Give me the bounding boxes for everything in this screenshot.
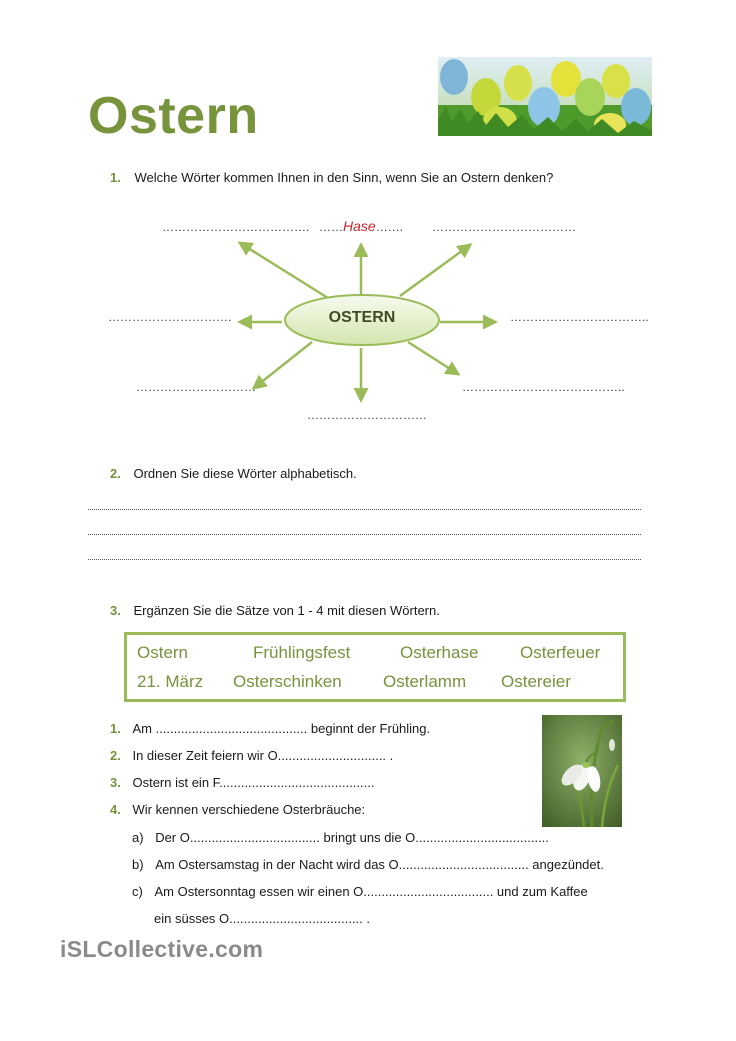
word-item: Osterfeuer (520, 643, 601, 662)
snowdrop-image (542, 715, 622, 827)
sub-item-continuation (154, 911, 370, 926)
blank-mid-left: …………………………. (108, 310, 232, 324)
sub-item (132, 884, 588, 899)
sub-text: Am Ostersamstag in der Nacht wird das O.................................... angezündet. (155, 857, 604, 872)
blank-bottom-right: ………………………………….. (462, 380, 625, 394)
arrow-up-right (400, 245, 470, 296)
question-2 (110, 466, 357, 481)
word-item: Osterlamm (383, 672, 467, 691)
page-title: Ostern (88, 87, 259, 145)
word-box (124, 632, 626, 702)
exercise-text: Wir kennen verschiedene Osterbräuche: (132, 802, 366, 817)
exercise-item (110, 802, 365, 817)
sub-letter: b) (132, 857, 144, 872)
word-item: Osterhase (400, 643, 479, 662)
question-number: 2. (110, 466, 121, 481)
question-1 (110, 170, 553, 185)
center-label: OSTERN (328, 309, 396, 326)
question-number: 1. (110, 170, 121, 185)
exercise-text: In dieser Zeit feiern wir O.............................. . (132, 748, 394, 763)
blank-top-left: ………………………………. (162, 220, 310, 234)
blank-top-center (319, 218, 403, 234)
sub-letter: a) (132, 830, 144, 845)
exercise-number: 4. (110, 802, 121, 817)
exercise-item (110, 748, 393, 763)
sub-item (132, 857, 604, 872)
exercise-item (110, 721, 430, 736)
word-item: Ostern (137, 643, 189, 662)
question-3 (110, 603, 440, 618)
answer-line-1 (88, 509, 641, 510)
exercise-item (110, 775, 374, 790)
arrow-down-left (254, 342, 312, 388)
word-item: Osterschinken (233, 672, 342, 691)
sub-text: Am Ostersonntag essen wir einen O.................................... und zum Kaffee (154, 884, 588, 899)
exercise-text: Ostern ist ein F........................................... (132, 775, 375, 790)
word-item: 21. März (137, 672, 204, 691)
exercise-number: 1. (110, 721, 121, 736)
blank-bottom-left: ………………………… (136, 380, 256, 394)
exercise-text: Am .......................................... beginnt der Frühling. (132, 721, 431, 736)
sub-letter: c) (132, 884, 143, 899)
arrow-up-left (240, 243, 328, 298)
footer-logo: iSLCollective.com (60, 936, 264, 962)
question-text: Ergänzen Sie die Sätze von 1 - 4 mit diesen Wörtern. (133, 603, 440, 618)
exercise-number: 2. (110, 748, 121, 763)
word-item: Frühlingsfest (253, 643, 351, 662)
question-text: Welche Wörter kommen Ihnen in den Sinn, wenn Sie an Ostern denken? (134, 170, 554, 185)
easter-eggs-image (438, 57, 652, 136)
exercise-number: 3. (110, 775, 121, 790)
answer-hase: Hase (343, 218, 376, 234)
answer-line-2 (88, 534, 641, 535)
blank-top-right: ……………………………… (432, 220, 576, 234)
question-text: Ordnen Sie diese Wörter alphabetisch. (133, 466, 357, 481)
answer-line-3 (88, 559, 641, 560)
question-number: 3. (110, 603, 121, 618)
word-item: Ostereier (501, 672, 571, 691)
sub-item (132, 830, 549, 845)
sub-text: ein süsses O..................................... . (154, 911, 371, 926)
blank-mid-right: …………………………….. (510, 310, 649, 324)
sub-text: Der O.................................... bringt uns die O..................................... (155, 830, 549, 845)
blank-suffix: ……. (375, 220, 404, 234)
blank-bottom-center: ………………………… (307, 408, 427, 422)
blank-prefix: …… (319, 220, 343, 234)
